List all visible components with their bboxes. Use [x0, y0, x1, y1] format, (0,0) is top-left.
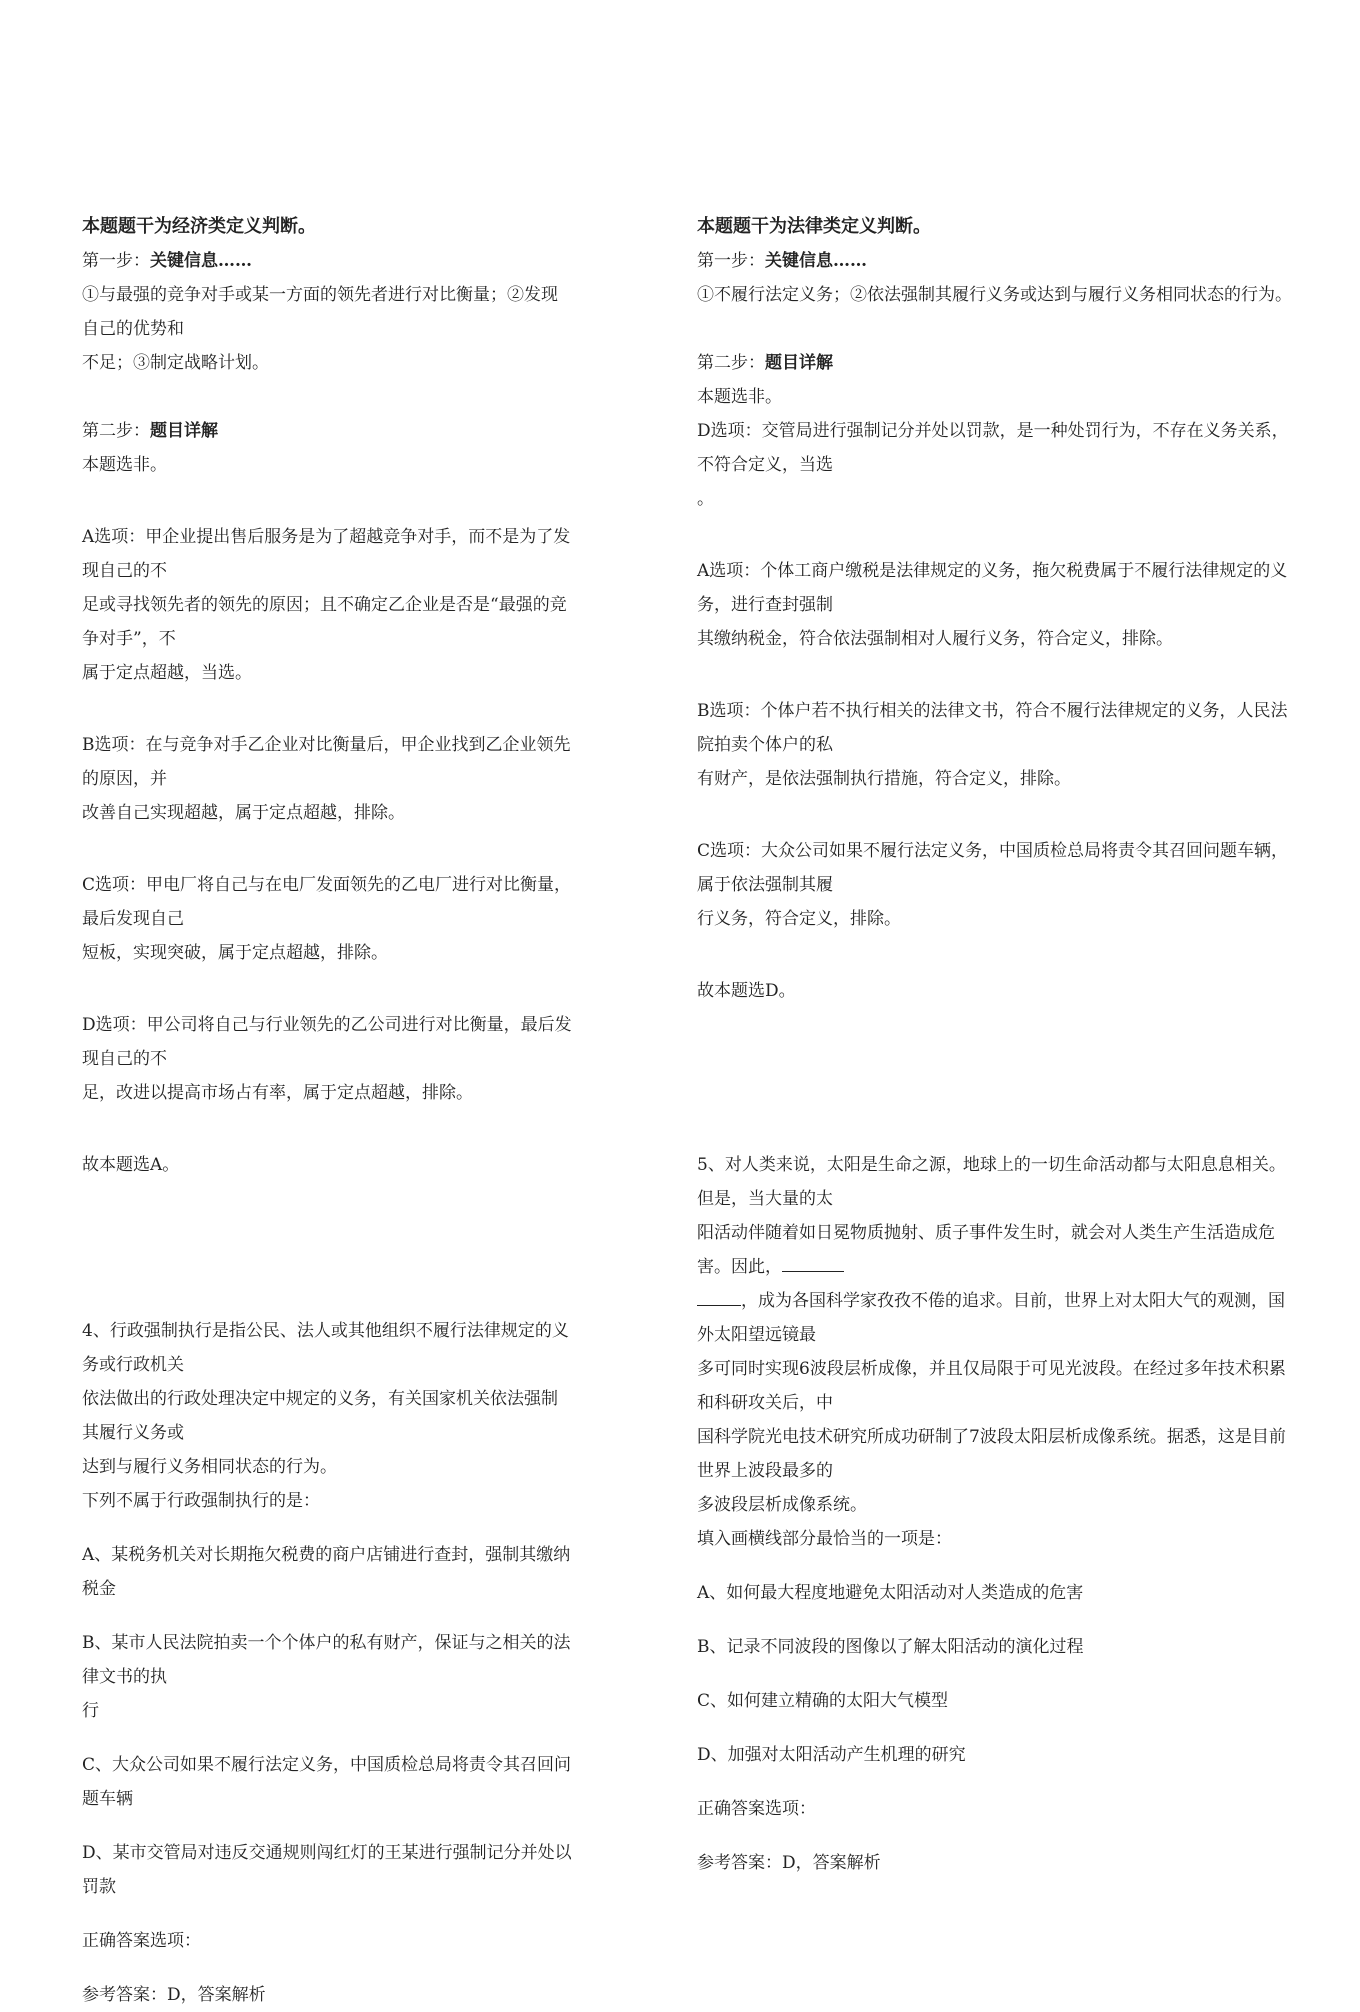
q5-option-a: A、如何最大程度地避免太阳活动对人类造成的危害	[697, 1583, 1084, 1603]
left-key-line2: 不足；③制定战略计划。	[82, 353, 269, 373]
q4-line3: 达到与履行义务相同状态的行为。	[82, 1457, 337, 1477]
q5-line2	[697, 1216, 1297, 1284]
q4-line2: 依法做出的行政处理决定中规定的义务，有关国家机关依法强制其履行义务或	[82, 1389, 558, 1443]
left-d-line1: D选项：甲公司将自己与行业领先的乙公司进行对比衡量，最后发现自己的不	[82, 1015, 572, 1069]
right-c-line1: C选项：大众公司如果不履行法定义务，中国质检总局将责令其召回问题车辆，属于依法强制其履	[697, 841, 1289, 895]
left-b-line2: 改善自己实现超越，属于定点超越，排除。	[82, 803, 405, 823]
q5-option-c: C、如何建立精确的太阳大气模型	[697, 1691, 949, 1711]
right-step2-title: 题目详解	[765, 353, 833, 373]
left-step1	[82, 244, 572, 278]
q5-line1: 5、对人类来说，太阳是生命之源，地球上的一切生命活动都与太阳息息相关。但是，当大量的太	[697, 1155, 1286, 1209]
right-column	[697, 210, 1297, 1880]
q4-line1: 4、行政强制执行是指公民、法人或其他组织不履行法律规定的义务或行政机关	[82, 1321, 569, 1375]
left-step2-title: 题目详解	[150, 421, 218, 441]
left-a-line1: A选项：甲企业提出售后服务是为了超越竞争对手，而不是为了发现自己的不	[82, 527, 571, 581]
right-step2	[697, 346, 1297, 380]
left-step2-prefix: 第二步：	[82, 421, 150, 441]
right-b-line2: 有财产，是依法强制执行措施，符合定义，排除。	[697, 769, 1071, 789]
right-select-wrong: 本题选非。	[697, 387, 782, 407]
right-conclusion: 故本题选D。	[697, 981, 796, 1001]
q5-line6: 多波段层析成像系统。	[697, 1495, 867, 1515]
left-b-line1: B选项：在与竞争对手乙企业对比衡量后，甲企业找到乙企业领先的原因，并	[82, 735, 571, 789]
right-b-line1: B选项：个体户若不执行相关的法律文书，符合不履行法律规定的义务，人民法院拍卖个体户的私	[697, 701, 1288, 755]
right-step1-title: 关键信息……	[765, 251, 867, 271]
q5-line4: 多可同时实现6波段层析成像，并且仅局限于可见光波段。在经过多年技术积累和科研攻关后，中	[697, 1359, 1286, 1413]
right-step2-prefix: 第二步：	[697, 353, 765, 373]
left-c-line2: 短板，实现突破，属于定点超越，排除。	[82, 943, 388, 963]
right-d-line1: D选项：交管局进行强制记分并处以罚款，是一种处罚行为，不存在义务关系，不符合定义，当选	[697, 421, 1289, 475]
right-c-line2: 行义务，符合定义，排除。	[697, 909, 901, 929]
q5-line3	[697, 1284, 1297, 1352]
q4-prompt: 下列不属于行政强制执行的是：	[82, 1491, 320, 1511]
q4-option-b-line2: 行	[82, 1701, 99, 1721]
q4-option-c: C、大众公司如果不履行法定义务，中国质检总局将责令其召回问题车辆	[82, 1755, 572, 1809]
left-step2	[82, 414, 572, 448]
left-a-line3: 属于定点超越，当选。	[82, 663, 252, 683]
q5-line3-text: ，成为各国科学家孜孜不倦的追求。目前，世界上对太阳大气的观测，国外太阳望远镜最	[697, 1291, 1285, 1345]
q4-correct-label: 正确答案选项：	[82, 1931, 201, 1951]
left-step1-prefix: 第一步：	[82, 251, 150, 271]
q5-blank-underline	[782, 1253, 844, 1272]
q5-option-d: D、加强对太阳活动产生机理的研究	[697, 1745, 966, 1765]
q4-option-d: D、某市交管局对违反交通规则闯红灯的王某进行强制记分并处以罚款	[82, 1843, 572, 1897]
q4-answer: 参考答案：D，答案解析	[82, 1985, 266, 2005]
right-key-line1: ①不履行法定义务；②依法强制其履行义务或达到与履行义务相同状态的行为。	[697, 285, 1292, 305]
left-c-line1: C选项：甲电厂将自己与在电厂发面领先的乙电厂进行对比衡量，最后发现自己	[82, 875, 572, 929]
left-explain-heading: 本题题干为经济类定义判断。	[82, 216, 316, 237]
left-conclusion: 故本题选A。	[82, 1155, 180, 1175]
right-explain-heading: 本题题干为法律类定义判断。	[697, 216, 931, 237]
q5-option-b: B、记录不同波段的图像以了解太阳活动的演化过程	[697, 1637, 1084, 1657]
left-d-line2: 足，改进以提高市场占有率，属于定点超越，排除。	[82, 1083, 473, 1103]
left-select-wrong: 本题选非。	[82, 455, 167, 475]
right-d-line2: 。	[697, 489, 714, 509]
q5-answer: 参考答案：D，答案解析	[697, 1853, 881, 1873]
q5-prompt: 填入画横线部分最恰当的一项是：	[697, 1529, 952, 1549]
right-a-line1: A选项：个体工商户缴税是法律规定的义务，拖欠税费属于不履行法律规定的义务，进行查封强制	[697, 561, 1288, 615]
right-step1-prefix: 第一步：	[697, 251, 765, 271]
left-column	[82, 210, 572, 2012]
q5-line5: 国科学院光电技术研究所成功研制了7波段太阳层析成像系统。据悉，这是目前世界上波段最多的	[697, 1427, 1286, 1481]
left-a-line2: 足或寻找领先者的领先的原因；且不确定乙企业是否是“最强的竞争对手”，不	[82, 595, 567, 649]
q5-line2-text: 阳活动伴随着如日冕物质抛射、质子事件发生时，就会对人类生产生活造成危害。因此，	[697, 1223, 1275, 1277]
right-a-line2: 其缴纳税金，符合依法强制相对人履行义务，符合定义，排除。	[697, 629, 1173, 649]
q4-option-a: A、某税务机关对长期拖欠税费的商户店铺进行查封，强制其缴纳税金	[82, 1545, 571, 1599]
left-key-line1: ①与最强的竞争对手或某一方面的领先者进行对比衡量；②发现自己的优势和	[82, 285, 558, 339]
q4-option-b-line1: B、某市人民法院拍卖一个个体户的私有财产，保证与之相关的法律文书的执	[82, 1633, 571, 1687]
q5-blank-underline-cont	[697, 1287, 741, 1306]
left-step1-title: 关键信息……	[150, 251, 252, 271]
q5-correct-label: 正确答案选项：	[697, 1799, 816, 1819]
right-step1	[697, 244, 1297, 278]
